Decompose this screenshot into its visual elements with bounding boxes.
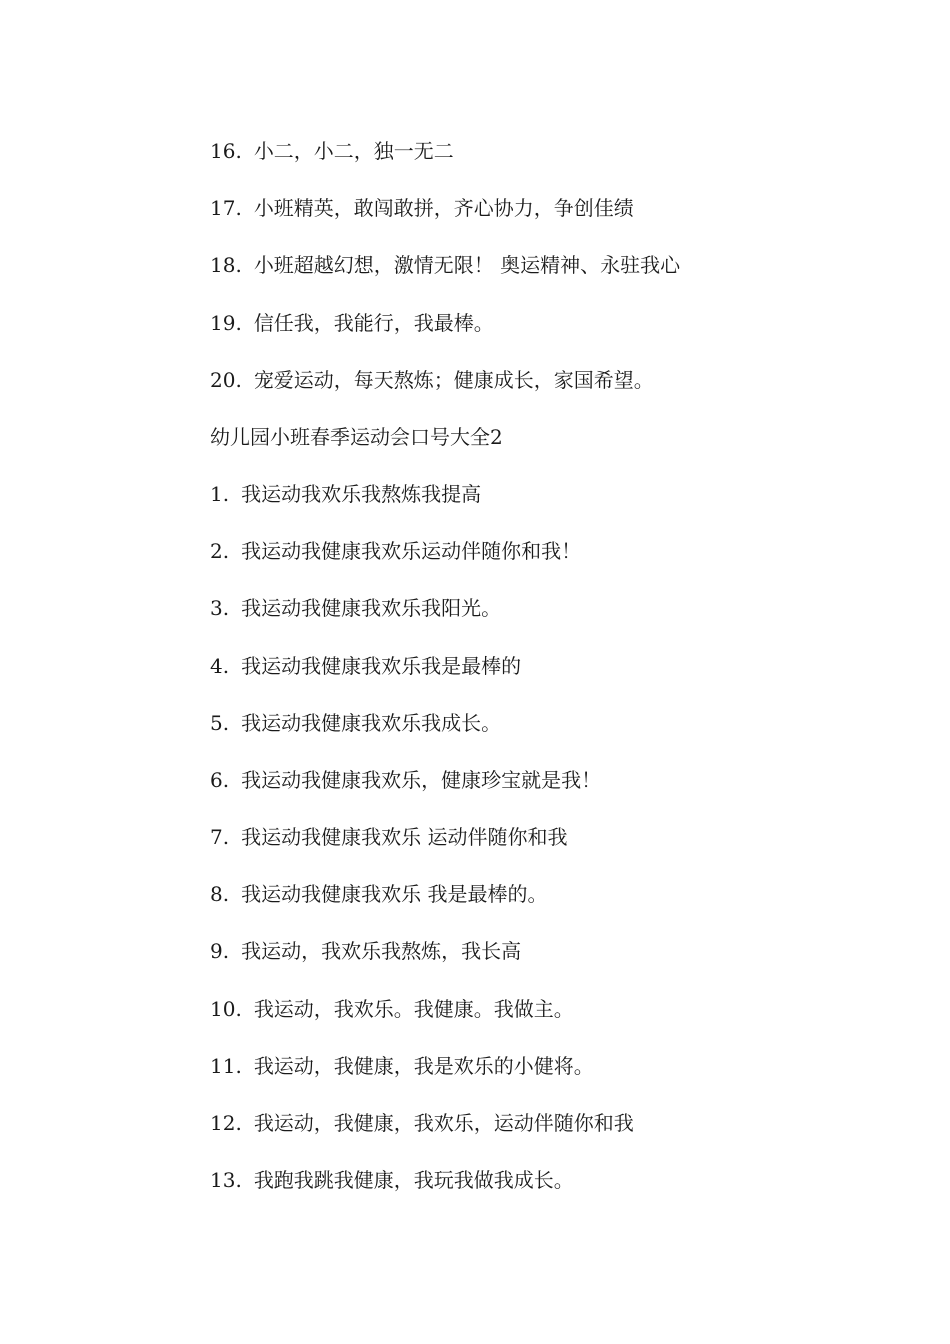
item-number: 20. [210, 368, 242, 392]
item-text: 我跑我跳我健康，我玩我做我成长。 [253, 1168, 574, 1192]
item-text: 我运动，我欢乐我熬炼，我长高 [241, 939, 522, 963]
list-item [210, 536, 581, 566]
list-item [210, 250, 680, 280]
item-number: 4. [210, 654, 230, 678]
item-text: 我运动，我健康，我欢乐，运动伴随你和我 [253, 1111, 634, 1135]
list-item [210, 1108, 634, 1138]
item-text: 我运动我健康我欢乐 我是最棒的。 [241, 882, 548, 906]
list-item [210, 1051, 594, 1081]
item-text: 小班精英，敢闯敢拼，齐心协力，争创佳绩 [253, 196, 634, 220]
item-number: 7. [210, 825, 230, 849]
section-heading: 幼儿园小班春季运动会口号大全2 [210, 425, 503, 449]
list-item [210, 593, 501, 623]
item-number: 11. [210, 1054, 242, 1078]
list-item [210, 879, 547, 909]
item-number: 18. [210, 253, 242, 277]
list-item [210, 136, 454, 166]
item-text: 小二，小二，独一无二 [253, 139, 454, 163]
item-number: 8. [210, 882, 230, 906]
item-number: 19. [210, 311, 242, 335]
item-number: 16. [210, 139, 242, 163]
list-item [210, 479, 481, 509]
item-text: 我运动我健康我欢乐，健康珍宝就是我！ [241, 768, 602, 792]
item-text: 我运动我健康我欢乐 运动伴随你和我 [241, 825, 568, 849]
item-text: 我运动我欢乐我熬炼我提高 [241, 482, 482, 506]
item-number: 3. [210, 596, 230, 620]
item-number: 12. [210, 1111, 242, 1135]
item-text: 我运动我健康我欢乐我成长。 [241, 711, 502, 735]
item-number: 17. [210, 196, 242, 220]
item-number: 6. [210, 768, 230, 792]
list-item [210, 193, 634, 223]
item-number: 10. [210, 997, 242, 1021]
item-text: 我运动我健康我欢乐我阳光。 [241, 596, 502, 620]
list-item [210, 1165, 574, 1195]
list-item [210, 365, 654, 395]
item-text: 我运动我健康我欢乐运动伴随你和我！ [241, 539, 582, 563]
item-text: 我运动我健康我欢乐我是最棒的 [241, 654, 522, 678]
list-item [210, 765, 601, 795]
item-text: 信任我，我能行，我最棒。 [253, 311, 494, 335]
list-item [210, 308, 494, 338]
item-number: 13. [210, 1168, 242, 1192]
item-text: 宠爱运动，每天熬炼；健康成长，家国希望。 [253, 368, 654, 392]
item-number: 5. [210, 711, 230, 735]
item-text: 小班超越幻想，激情无限！ 奥运精神、永驻我心 [253, 253, 681, 277]
list-item [210, 994, 574, 1024]
item-number: 1. [210, 482, 230, 506]
list-item [210, 651, 521, 681]
item-text: 我运动，我欢乐。我健康。我做主。 [253, 997, 574, 1021]
item-number: 9. [210, 939, 230, 963]
item-text: 我运动，我健康，我是欢乐的小健将。 [253, 1054, 594, 1078]
item-number: 2. [210, 539, 230, 563]
list-item [210, 708, 501, 738]
list-item [210, 936, 521, 966]
list-item [210, 822, 567, 852]
